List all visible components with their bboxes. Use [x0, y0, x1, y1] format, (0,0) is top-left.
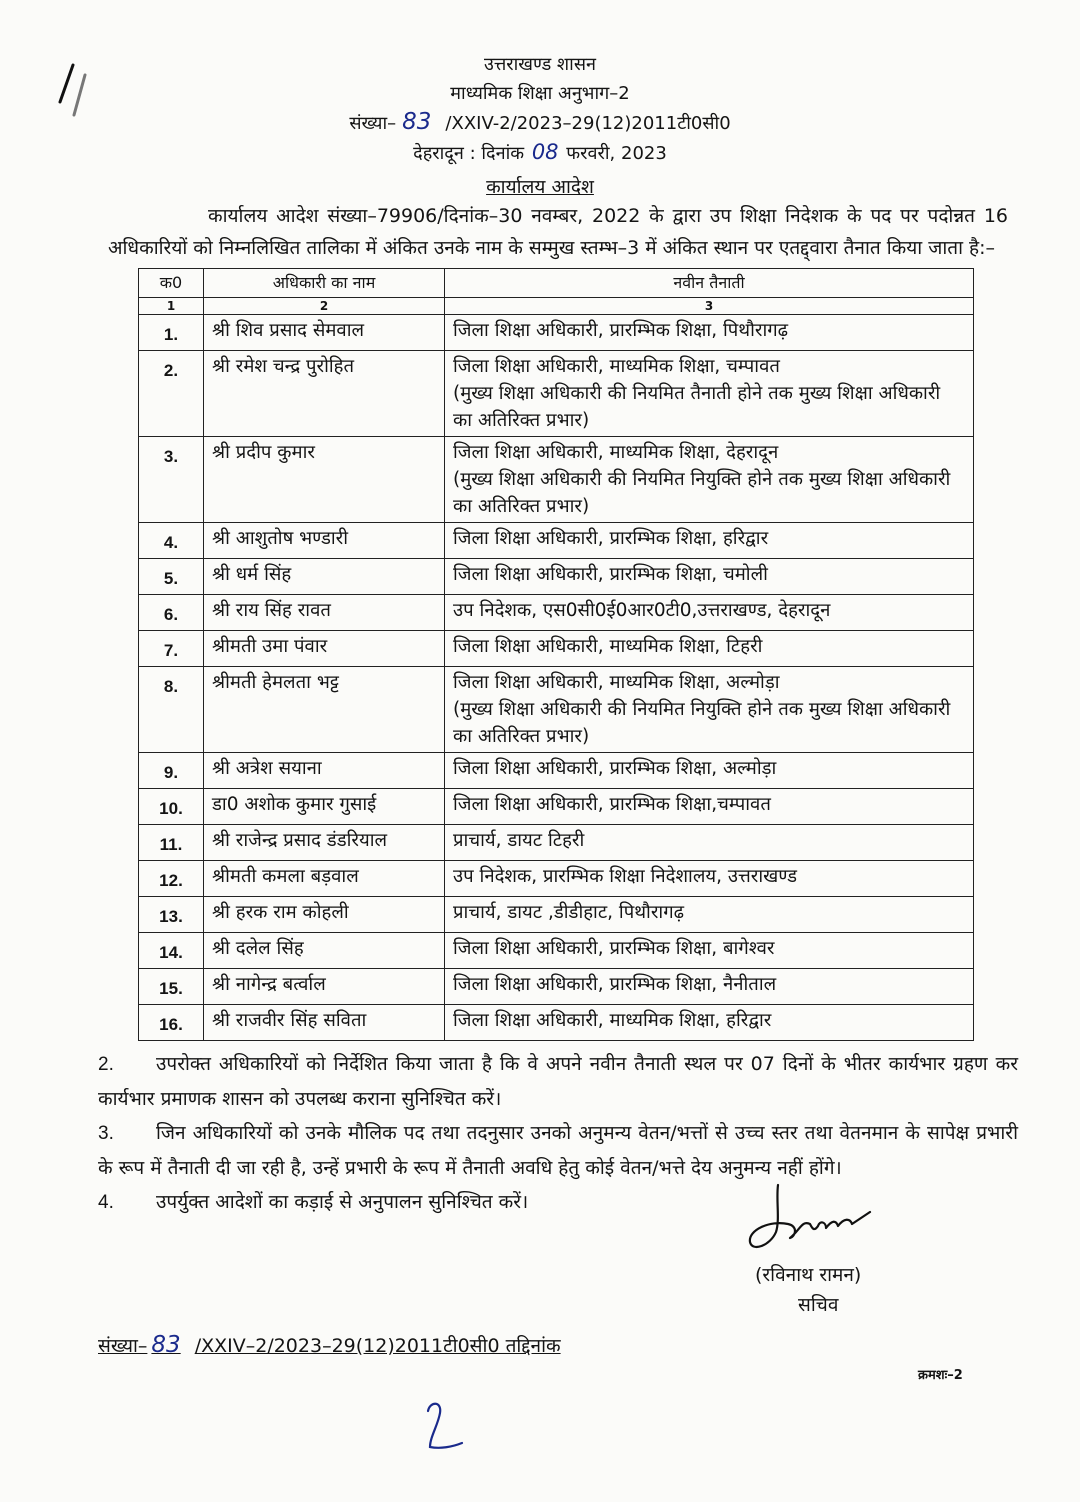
order-paragraph	[98, 1185, 698, 1220]
new-posting	[445, 523, 974, 559]
posting-location: जिला शिक्षा अधिकारी, माध्यमिक शिक्षा, हरिद्वार	[453, 1010, 772, 1031]
table-row	[139, 789, 974, 825]
officer-name: श्री नागेन्द्र बर्त्वाल	[204, 969, 445, 1005]
place-prefix: देहरादून : दिनांक	[413, 143, 525, 164]
table-row	[139, 825, 974, 861]
additional-charge-note: (मुख्य शिक्षा अधिकारी की नियमित नियुक्ति होने तक मुख्य शिक्षा अधिकारी का अतिरिक्त प्रभार)	[453, 699, 951, 747]
serial-number: 3.	[139, 437, 204, 523]
officer-name: श्रीमती हेमलता भट्ट	[204, 667, 445, 753]
handwritten-page-number-mark	[420, 1397, 470, 1457]
paragraph-text: जिन अधिकारियों को उनके मौलिक पद तथा तदनुसार उनको अनुमन्य वेतन/भत्तों से उच्च स्तर तथा वेतनमान के सापेक्ष प्रभारी के रूप में तैनाती दी जा रही है, उन्हें प्रभारी के रूप में तैनाती अवधि हेतु कोई वेतन/भत्ते देय अनुमन्य नहीं होंगे।	[98, 1122, 1018, 1179]
table-row	[139, 631, 974, 667]
table-row	[139, 861, 974, 897]
serial-number: 16.	[139, 1005, 204, 1041]
officer-name: श्री अत्रेश सयाना	[204, 753, 445, 789]
serial-number: 4.	[139, 523, 204, 559]
document-header	[0, 50, 1080, 168]
serial-number: 13.	[139, 897, 204, 933]
officer-name: श्री रमेश चन्द्र पुरोहित	[204, 351, 445, 437]
posting-location: जिला शिक्षा अधिकारी, प्रारम्भिक शिक्षा, चमोली	[453, 564, 768, 585]
handwritten-ref-number: 83	[402, 109, 432, 135]
serial-number: 7.	[139, 631, 204, 667]
new-posting	[445, 559, 974, 595]
paragraph-text: उपर्युक्त आदेशों का कड़ाई से अनुपालन सुनिश्चित करें।	[156, 1191, 529, 1213]
column-number: 3	[445, 298, 974, 315]
new-posting	[445, 969, 974, 1005]
signature-block	[740, 1180, 960, 1320]
header-serial: क0	[139, 269, 204, 298]
new-posting	[445, 351, 974, 437]
officer-name: श्री आशुतोष भण्डारी	[204, 523, 445, 559]
continued-marker: क्रमशः–2	[918, 1368, 963, 1383]
additional-charge-note: (मुख्य शिक्षा अधिकारी की नियमित नियुक्ति होने तक मुख्य शिक्षा अधिकारी का अतिरिक्त प्रभार)	[453, 469, 951, 517]
table-row	[139, 523, 974, 559]
header-new-posting: नवीन तैनाती	[445, 269, 974, 298]
place-date-line	[0, 138, 1080, 168]
signatory-name: (रविनाथ रामन)	[755, 1264, 862, 1286]
posting-table	[138, 268, 974, 1041]
footer-ref-suffix: /XXIV–2/2023–29(12)2011टी0सी0 तद्दिनांक	[194, 1335, 561, 1357]
table-row	[139, 933, 974, 969]
signature	[740, 1180, 910, 1260]
officer-name: श्रीमती उमा पंवार	[204, 631, 445, 667]
intro-paragraph: कार्यालय आदेश संख्या–79906/दिनांक–30 नवम्बर, 2022 के द्वारा उप शिक्षा निदेशक के पद पर पदोन्नत 16 अधिकारियों को निम्नलिखित तालिका में अंकित उनके नाम के सम्मुख स्तम्भ–3 में अंकित स्थान पर एतद्द्वारा तैनात किया जाता है:–	[108, 205, 1008, 259]
table-row	[139, 897, 974, 933]
paragraph-number: 3.	[98, 1123, 114, 1144]
new-posting	[445, 789, 974, 825]
serial-number: 10.	[139, 789, 204, 825]
footer-ref-prefix: संख्या–	[98, 1335, 148, 1357]
serial-number: 15.	[139, 969, 204, 1005]
posting-location: जिला शिक्षा अधिकारी, माध्यमिक शिक्षा, चम्पावत	[453, 356, 780, 377]
serial-number: 5.	[139, 559, 204, 595]
posting-location: जिला शिक्षा अधिकारी, प्रारम्भिक शिक्षा, अल्मोड़ा	[453, 758, 777, 779]
posting-location: जिला शिक्षा अधिकारी, माध्यमिक शिक्षा, देहरादून	[453, 442, 779, 463]
officer-name: डा0 अशोक कुमार गुसाई	[204, 789, 445, 825]
new-posting	[445, 933, 974, 969]
officer-name: श्री धर्म सिंह	[204, 559, 445, 595]
posting-location: जिला शिक्षा अधिकारी, प्रारम्भिक शिक्षा, हरिद्वार	[453, 528, 769, 549]
serial-number: 11.	[139, 825, 204, 861]
new-posting	[445, 631, 974, 667]
serial-number: 9.	[139, 753, 204, 789]
new-posting	[445, 437, 974, 523]
officer-name: श्री दलेल सिंह	[204, 933, 445, 969]
table-row	[139, 969, 974, 1005]
date-rest: फरवरी, 2023	[566, 143, 667, 164]
officer-name: श्री शिव प्रसाद सेमवाल	[204, 315, 445, 351]
new-posting	[445, 315, 974, 351]
table-row	[139, 753, 974, 789]
officer-name: श्री राय सिंह रावत	[204, 595, 445, 631]
new-posting	[445, 595, 974, 631]
officer-name: श्री राजेन्द्र प्रसाद डंडरियाल	[204, 825, 445, 861]
order-paragraph	[98, 1116, 1018, 1185]
signatory-designation: सचिव	[798, 1294, 839, 1316]
posting-location: जिला शिक्षा अधिकारी, प्रारम्भिक शिक्षा, बागेश्वर	[453, 938, 775, 959]
table-row	[139, 1005, 974, 1041]
column-number: 2	[204, 298, 445, 315]
officer-name: श्री प्रदीप कुमार	[204, 437, 445, 523]
table-row	[139, 559, 974, 595]
column-number-row	[139, 298, 974, 315]
table-row	[139, 595, 974, 631]
new-posting	[445, 1005, 974, 1041]
new-posting	[445, 897, 974, 933]
paragraph-number: 4.	[98, 1192, 114, 1213]
paragraph-text: उपरोक्त अधिकारियों को निर्देशित किया जाता है कि वे अपने नवीन तैनाती स्थल पर 07 दिनों के भीतर कार्यभार ग्रहण कर कार्यभार प्रमाणक शासन को उपलब्ध कराना सुनिश्चित करें।	[98, 1053, 1018, 1110]
ref-suffix: /XXIV-2/2023–29(12)2011टी0सी0	[445, 113, 731, 134]
additional-charge-note: (मुख्य शिक्षा अधिकारी की नियमित तैनाती होने तक मुख्य शिक्षा अधिकारी का अतिरिक्त प्रभार)	[453, 383, 941, 431]
table-row	[139, 351, 974, 437]
posting-location: जिला शिक्षा अधिकारी, प्रारम्भिक शिक्षा,चम्पावत	[453, 794, 771, 815]
officer-name: श्री हरक राम कोहली	[204, 897, 445, 933]
handwritten-footer-ref-number: 83	[151, 1332, 181, 1358]
officer-name: श्री राजवीर सिंह सविता	[204, 1005, 445, 1041]
header-officer-name: अधिकारी का नाम	[204, 269, 445, 298]
serial-number: 2.	[139, 351, 204, 437]
new-posting	[445, 667, 974, 753]
footer-reference	[98, 1328, 1080, 1363]
posting-location: उप निदेशक, एस0सी0ई0आर0टी0,उत्तराखण्ड, देहरादून	[453, 600, 831, 621]
table-row	[139, 437, 974, 523]
serial-number: 6.	[139, 595, 204, 631]
section-name: माध्यमिक शिक्षा अनुभाग–2	[450, 83, 630, 104]
reference-line	[0, 108, 1080, 138]
posting-location: उप निदेशक, प्रारम्भिक शिक्षा निदेशालय, उत्तराखण्ड	[453, 866, 797, 887]
posting-location: प्राचार्य, डायट ,डीडीहाट, पिथौरागढ़	[453, 902, 685, 923]
posting-location: प्राचार्य, डायट टिहरी	[453, 830, 585, 851]
serial-number: 1.	[139, 315, 204, 351]
column-number: 1	[139, 298, 204, 315]
paragraph-number: 2.	[98, 1054, 114, 1075]
table-row	[139, 667, 974, 753]
document-title: कार्यालय आदेश	[486, 176, 594, 198]
posting-location: जिला शिक्षा अधिकारी, माध्यमिक शिक्षा, अल्मोड़ा	[453, 672, 780, 693]
handwritten-date-day: 08	[531, 140, 559, 164]
new-posting	[445, 861, 974, 897]
order-paragraph	[98, 1047, 1018, 1116]
table-header-row	[139, 269, 974, 298]
serial-number: 8.	[139, 667, 204, 753]
new-posting	[445, 825, 974, 861]
ref-prefix: संख्या–	[349, 113, 397, 134]
posting-location: जिला शिक्षा अधिकारी, माध्यमिक शिक्षा, टिहरी	[453, 636, 763, 657]
government-name: उत्तराखण्ड शासन	[483, 54, 596, 75]
serial-number: 12.	[139, 861, 204, 897]
serial-number: 14.	[139, 933, 204, 969]
posting-location: जिला शिक्षा अधिकारी, प्रारम्भिक शिक्षा, नैनीताल	[453, 974, 777, 995]
new-posting	[445, 753, 974, 789]
table-row	[139, 315, 974, 351]
officer-name: श्रीमती कमला बड़वाल	[204, 861, 445, 897]
posting-location: जिला शिक्षा अधिकारी, प्रारम्भिक शिक्षा, पिथौरागढ़	[453, 320, 789, 341]
